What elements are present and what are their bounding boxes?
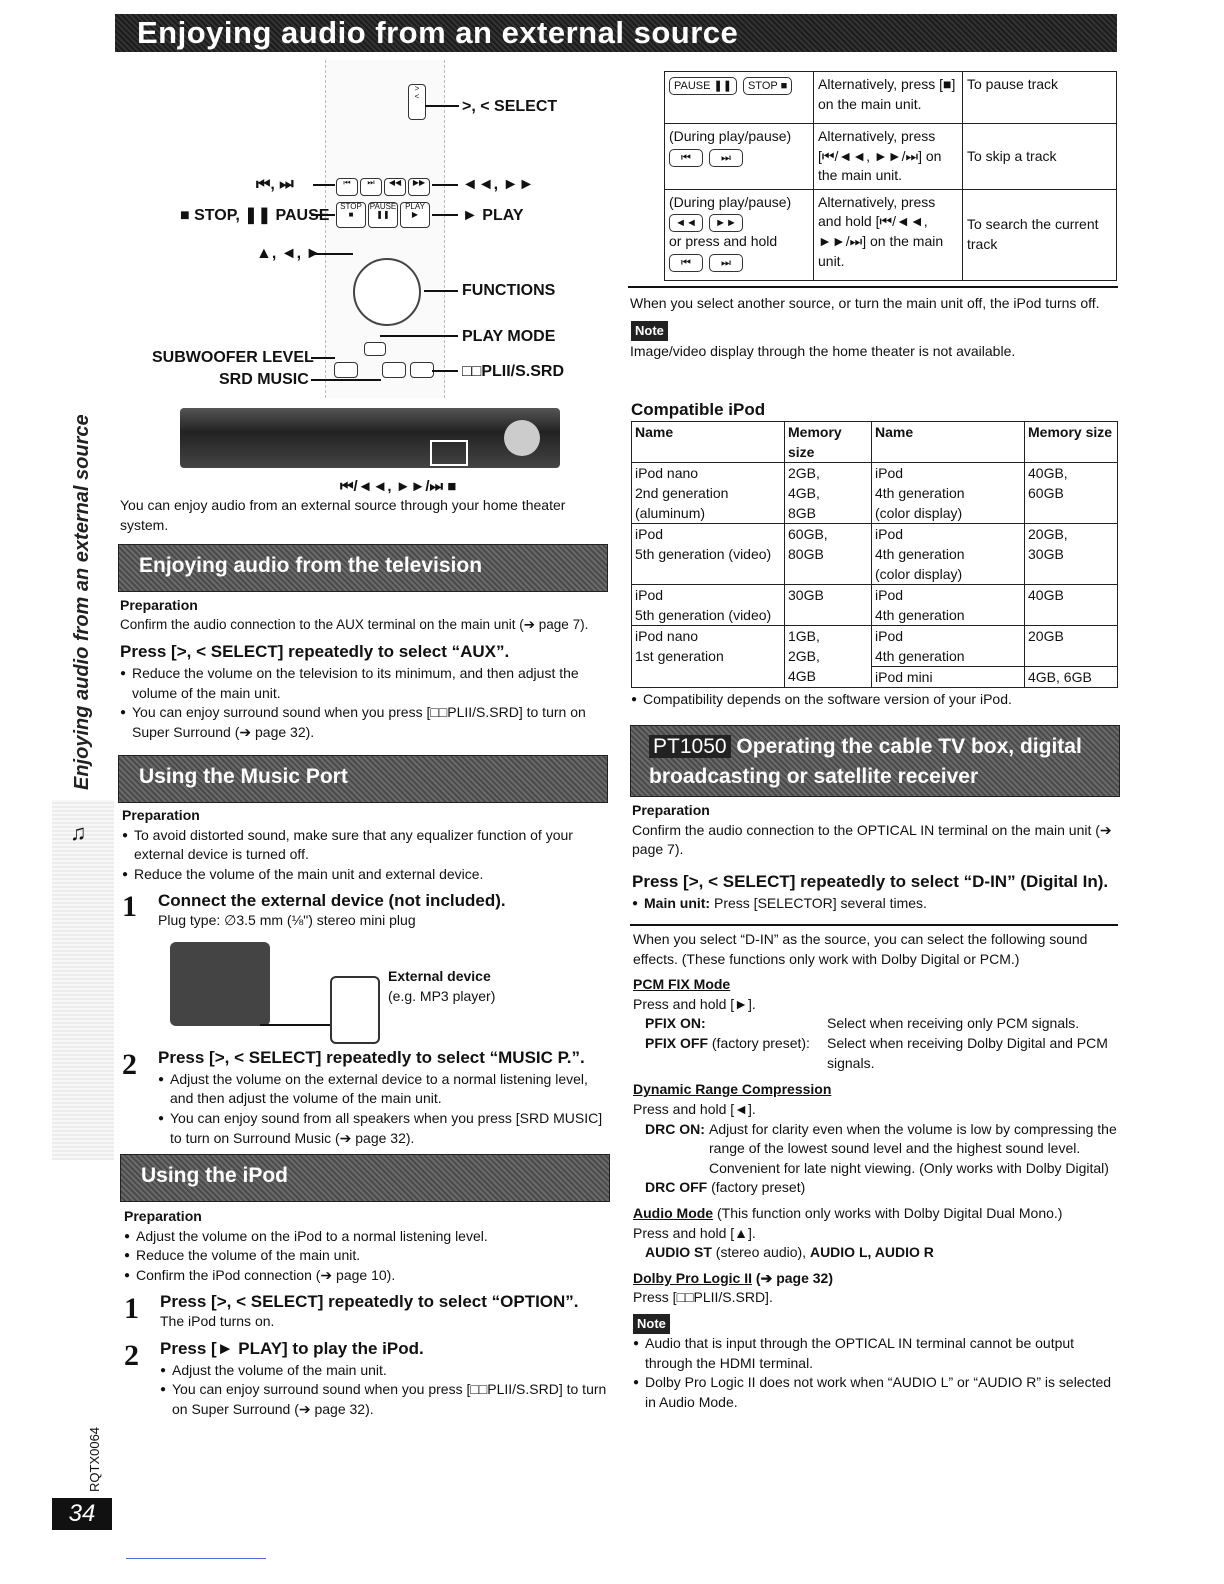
music-note-icon: ♫ [70, 820, 87, 845]
cable-step: Press [>, < SELECT] repeatedly to select “D-IN” (Digital In). [632, 871, 1109, 891]
pause-diagram: PAUSE ❚❚ [368, 202, 398, 228]
label-stop-pause: ■ STOP, ❚❚ PAUSE [180, 207, 330, 224]
main-unit-label: Main unit: [644, 894, 711, 911]
note-label-2: Note [633, 1314, 670, 1334]
label-functions: FUNCTIONS [462, 282, 556, 299]
pcm-off-label: PFIX OFF [645, 1035, 708, 1052]
cell: iPod 5th generation (video) [632, 585, 785, 626]
drc-title: Dynamic Range Compression [633, 1081, 832, 1098]
section-ipod [124, 1207, 608, 1285]
audio-lr-label: AUDIO L, AUDIO R [809, 1244, 934, 1261]
cable-prep: Confirm the audio connection to the OPTICAL IN terminal on the main unit (➔ page 7). [632, 821, 1112, 858]
label-plii: □□PLII/S.SRD [462, 363, 565, 380]
note-label-1: Note [631, 321, 668, 341]
audio-st-desc: (stereo audio), [715, 1244, 807, 1261]
control-action-3: To search the current track [963, 189, 1117, 280]
play-mode-diagram [364, 342, 386, 356]
audio-mode-press: Press and hold [▲]. [633, 1224, 756, 1241]
cell: iPod 4th generation [872, 626, 1025, 667]
cell: 4GB, 6GB [1025, 667, 1118, 688]
music-step2-block [158, 1046, 608, 1148]
control-pre-3: (During play/pause) [669, 193, 792, 210]
music-prep-2: ● Reduce the volume of the main unit and external device. [122, 865, 608, 885]
compat-title: Compatible iPod [631, 400, 766, 419]
unit-volume-knob [504, 420, 540, 456]
table-row [665, 124, 1117, 190]
doc-id [84, 1420, 114, 1500]
compat-col-memory: Memory size [785, 422, 872, 463]
pcm-title: PCM FIX Mode [633, 976, 731, 993]
drc-on-label: DRC ON: [645, 1120, 705, 1137]
pause-button-icon: PAUSE ❚❚ [669, 77, 737, 95]
note-badge-2 [633, 1314, 1119, 1334]
tv-bullet-1: ● Reduce the volume on the television to its minimum, and then adjust the volume of the main unit. [120, 664, 610, 703]
skip-forward-icon-2: ⏭ [709, 254, 743, 272]
doc-id-text: RQTX0064 [87, 1426, 102, 1492]
audio-mode-options [645, 1243, 1119, 1263]
tv-prep: Confirm the audio connection to the AUX terminal on the main unit (➔ page 7). [120, 616, 589, 632]
pcm-off-row [645, 1034, 1119, 1074]
pcm-on-desc: Select when receiving only PCM signals. [827, 1015, 1080, 1032]
page-title: Enjoying audio from an external source [137, 15, 739, 50]
music-step2-num: 2 [122, 1048, 137, 1081]
ipod-prep-label: Preparation [124, 1208, 202, 1224]
section-ipod-header [120, 1154, 610, 1202]
skip-back-diagram: ⏮ [336, 178, 358, 196]
ipod-prep-2: ● Reduce the volume of the main unit. [124, 1246, 608, 1266]
section-music-header [118, 755, 608, 803]
select-button-diagram: > < [408, 84, 426, 120]
drc-on-desc: Adjust for clarity even when the volume is low by compressing the range of the lowest sound level and the highest sound level. Convenient for late night viewing. (Only works with Dolby Digital) [709, 1120, 1117, 1176]
cell: 40GB, 60GB [1025, 463, 1118, 524]
pcm-on-label: PFIX ON: [645, 1015, 706, 1032]
table-row [632, 524, 1118, 585]
ipod-off-note: When you select another source, or turn the main unit off, the iPod turns off. [630, 295, 1100, 311]
music-port-diagram [170, 942, 270, 1026]
intro-text: You can enjoy audio from an external source through your home theater system. [120, 497, 566, 533]
side-strip [52, 800, 114, 1160]
section-tv-header [118, 544, 608, 592]
model-badge: PT1050 [649, 735, 731, 758]
label-play-mode: PLAY MODE [462, 328, 556, 345]
cursor-dial-diagram [353, 258, 421, 326]
fast-forward-icon: ►► [709, 214, 743, 232]
control-pre-2: (During play/pause) [669, 128, 792, 144]
dolby-title: Dolby Pro Logic II [633, 1269, 753, 1286]
rewind-icon: ◄◄ [669, 214, 703, 232]
table-header [632, 422, 1118, 463]
pcm-on-row [645, 1014, 1119, 1034]
audio-mode-title: Audio Mode [633, 1204, 714, 1221]
unit-buttons-label: ⏮/◄◄, ►►/⏭ ■ [340, 478, 457, 495]
cell: 20GB, 30GB [1025, 524, 1118, 585]
ipod-prep-1: ● Adjust the volume on the iPod to a normal listening level. [124, 1227, 608, 1247]
cable-main-unit-bullet [632, 894, 1118, 914]
rewind-diagram: ◀◀ [384, 178, 406, 196]
section-tv [120, 596, 610, 743]
cell: 1GB, 2GB, 4GB [785, 626, 872, 688]
music-step1-sub: Plug type: ∅3.5 mm (⅛") stereo mini plug [158, 912, 416, 928]
ipod-prep-3: ● Confirm the iPod connection (➔ page 10). [124, 1266, 608, 1286]
stop-button-icon: STOP ■ [743, 77, 792, 95]
label-skip: ⏮, ⏭ [256, 176, 294, 193]
ipod-controls-table [664, 71, 1117, 281]
pcm-off-desc: Select when receiving Dolby Digital and PCM signals. [827, 1035, 1108, 1071]
cell: iPod nano 1st generation [632, 626, 785, 688]
cell: 30GB [785, 585, 872, 626]
section-music [122, 806, 608, 884]
compat-col-name-2: Name [872, 422, 1025, 463]
audio-mode-title-row [633, 1204, 1119, 1224]
label-search: ◄◄, ►► [462, 176, 535, 193]
unit-buttons-highlight [430, 440, 468, 466]
cable-note-1: ● Audio that is input through the OPTICAL IN terminal cannot be output through the HDMI terminal. [633, 1334, 1119, 1373]
section-tv-title: Enjoying audio from the television [139, 554, 483, 577]
cell: 60GB, 80GB [785, 524, 872, 585]
sidebar-title [50, 414, 110, 790]
label-play: ► PLAY [462, 207, 524, 224]
subwoofer-diagram [334, 362, 358, 378]
music-step2-bullet-1: ● Adjust the volume on the external device to a normal listening level, and then adjust the volume of the main unit. [158, 1070, 608, 1109]
skip-back-icon-2: ⏮ [669, 254, 703, 272]
compat-footnote: ● Compatibility depends on the software version of your iPod. [631, 690, 1123, 710]
page-header-banner [115, 14, 1117, 52]
control-alt-3: Alternatively, press and hold [⏮/◄◄, ►►/⏭] on the main unit. [814, 189, 963, 280]
audio-st-label: AUDIO ST [645, 1244, 712, 1261]
compat-table [631, 421, 1118, 688]
pcm-off-preset: (factory preset): [711, 1035, 810, 1052]
cell: iPod 4th generation (color display) [872, 463, 1025, 524]
table-row [665, 189, 1117, 280]
cell: iPod nano 2nd generation (aluminum) [632, 463, 785, 524]
control-post-3: or press and hold [669, 233, 778, 250]
ipod-step2-bullet-1: ● Adjust the volume of the main unit. [160, 1361, 608, 1381]
label-subwoofer: SUBWOOFER LEVEL [152, 349, 314, 366]
table-row [632, 463, 1118, 524]
tv-bullet-2: ● You can enjoy surround sound when you press [□□PLII/S.SRD] to turn on Super Surround (➔ page 32). [120, 703, 610, 742]
main-unit-diagram [180, 408, 560, 468]
drc-off-row [645, 1178, 1119, 1198]
cell: iPod 4th generation [872, 585, 1025, 626]
section-cable-header [630, 725, 1120, 797]
d-in-intro: When you select “D-IN” as the source, you can select the following sound effects. (These functions only work with Dolby Digital or PCM.) [633, 931, 1088, 967]
compat-col-name: Name [632, 422, 785, 463]
cable-prep-label: Preparation [632, 802, 710, 818]
srd-music-diagram [382, 362, 406, 378]
device-connection-diagram [160, 942, 380, 1042]
ipod-step1-num: 1 [124, 1292, 139, 1325]
device-sub: (e.g. MP3 player) [388, 988, 496, 1004]
section-ipod-title: Using the iPod [141, 1164, 288, 1187]
footer-line [126, 1558, 266, 1559]
skip-fwd-diagram: ⏭ [360, 178, 382, 196]
music-step2: Press [>, < SELECT] repeatedly to select “MUSIC P.”. [158, 1048, 585, 1067]
table-row [632, 626, 1118, 667]
music-prep-label: Preparation [122, 807, 200, 823]
drc-on-row [645, 1120, 1119, 1179]
note-text-1: Image/video display through the home theater is not available. [630, 343, 1016, 359]
play-diagram: PLAY ▶ [400, 202, 430, 228]
section-cable-title: Operating the cable TV box, digital broadcasting or satellite receiver [649, 735, 1082, 788]
ipod-step2-bullet-2: ● You can enjoy surround sound when you press [□□PLII/S.SRD] to turn on Super Surround (➔ page 32). [160, 1380, 608, 1419]
ipod-step1-sub: The iPod turns on. [160, 1313, 275, 1329]
drc-press: Press and hold [◄]. [633, 1100, 756, 1117]
drc-off-label: DRC OFF [645, 1179, 708, 1196]
cell: 2GB, 4GB, 8GB [785, 463, 872, 524]
stop-diagram: STOP ■ [336, 202, 366, 228]
section-music-title: Using the Music Port [139, 765, 348, 788]
ipod-step2-block [160, 1337, 608, 1420]
skip-back-icon: ⏮ [669, 149, 703, 167]
note-badge-1 [631, 321, 668, 341]
cell: iPod mini [872, 667, 1025, 688]
main-unit-text: Press [SELECTOR] several times. [714, 894, 927, 911]
pcm-press: Press and hold [►]. [633, 995, 756, 1012]
sound-effects [633, 930, 1119, 1412]
cell: 40GB [1025, 585, 1118, 626]
sidebar-title-text: Enjoying audio from an external source [71, 414, 93, 790]
audio-mode-note: (This function only works with Dolby Digital Dual Mono.) [717, 1204, 1063, 1221]
drc-off-preset: (factory preset) [711, 1179, 806, 1196]
device-label: External device [388, 968, 491, 984]
control-alt-1: Alternatively, press [■] on the main unit. [814, 72, 963, 124]
remote-diagram [325, 60, 445, 398]
ipod-step2: Press [► PLAY] to play the iPod. [160, 1339, 424, 1358]
table-row [665, 72, 1117, 124]
skip-forward-icon: ⏭ [709, 149, 743, 167]
music-step1-num: 1 [122, 890, 137, 923]
music-prep-1: ● To avoid distorted sound, make sure that any equalizer function of your external device is turned off. [122, 826, 608, 865]
cable-diagram [260, 1024, 340, 1026]
dolby-press: Press [□□PLII/S.SRD]. [633, 1289, 773, 1306]
ff-diagram: ▶▶ [408, 178, 430, 196]
compat-col-memory-2: Memory size [1025, 422, 1118, 463]
dolby-title-row [633, 1269, 1119, 1289]
tv-step: Press [>, < SELECT] repeatedly to select “AUX”. [120, 642, 510, 662]
music-step2-bullet-2: ● You can enjoy sound from all speakers when you press [SRD MUSIC] to turn on Surround Music (➔ page 32). [158, 1109, 608, 1148]
ipod-step1: Press [>, < SELECT] repeatedly to select “OPTION”. [160, 1292, 579, 1311]
plii-diagram [410, 362, 434, 378]
cable-note-2: ● Dolby Pro Logic II does not work when “AUDIO L” or “AUDIO R” is selected in Audio Mode. [633, 1373, 1119, 1412]
control-action-1: To pause track [963, 72, 1117, 124]
music-step1: Connect the external device (not included). [158, 891, 506, 910]
label-arrows: ▲, ◄, ► [256, 245, 322, 262]
dolby-ref: (➔ page 32) [755, 1269, 833, 1286]
table-row [632, 585, 1118, 626]
page-number: 34 [52, 1498, 112, 1530]
tv-prep-label: Preparation [120, 597, 198, 613]
ipod-step2-num: 2 [124, 1339, 139, 1372]
cell: iPod 4th generation (color display) [872, 524, 1025, 585]
cell: 20GB [1025, 626, 1118, 667]
control-action-2: To skip a track [963, 124, 1117, 190]
section-cable [632, 801, 1118, 913]
label-select: >, < SELECT [462, 98, 558, 115]
control-alt-2: Alternatively, press [⏮/◄◄, ►►/⏭] on the main unit. [814, 124, 963, 190]
cell: iPod 5th generation (video) [632, 524, 785, 585]
mp3-player-icon [330, 976, 380, 1044]
label-srd-music: SRD MUSIC [219, 371, 309, 388]
